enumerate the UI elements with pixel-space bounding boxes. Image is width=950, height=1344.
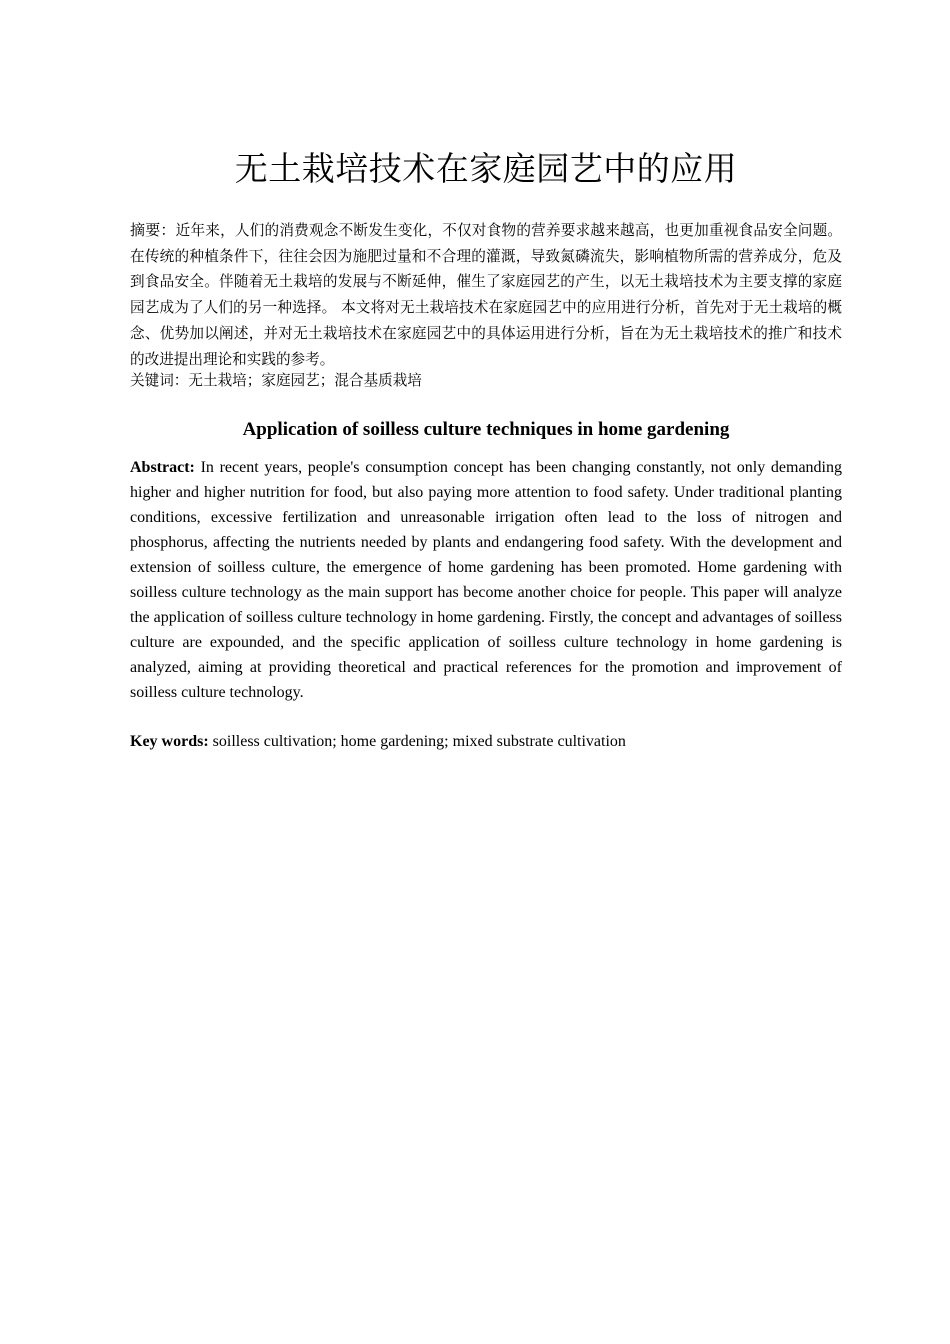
english-abstract [130,455,842,705]
english-abstract-label: Abstract: [130,459,195,476]
english-keywords-label: Key words: [130,733,209,750]
chinese-keywords-label: 关键词： [130,372,189,389]
chinese-abstract-text: 近年来，人们的消费观念不断发生变化，不仅对食物的营养要求越来越高，也更加重视食品安全问题。在传统的种植条件下，往往会因为施肥过量和不合理的灌溉，导致氮磷流失，影响植物所需的营养成分，危及到食品安全。伴随着无土栽培的发展与不断延伸，催生了家庭园艺的产生，以无土栽培技术为主要支撑的家庭园艺成为了人们的另一种选择。 本文将对无土栽培技术在家庭园艺中的应用进行分析，首先对于无土栽培的概念、优势加以阐述，并对无土栽培技术在家庭园艺中的具体运用进行分析，旨在为无土栽培技术的推广和技术的改进提出理论和实践的参考。 [130,222,842,368]
chinese-keywords [130,368,842,393]
english-keywords [130,729,842,754]
chinese-abstract [130,218,842,372]
chinese-abstract-label: 摘要： [130,221,176,239]
english-abstract-text: In recent years, people's consumption concept has been changing constantly, not only demanding higher and higher nutrition for food, but also paying more attention to food safety. Under traditional planting conditions, excessive fertilization and unreasonable irrigation often lead to the loss of nitrogen and phosphorus, affecting the nutrients needed by plants and endangering food safety. With the development and extension of soilless culture, the emergence of home gardening has been promoted. Home gardening with soilless culture technology as the main support has become another choice for people. This paper will analyze the application of soilless culture technology in home gardening. Firstly, the concept and advantages of soilless culture are expounded, and the specific application of soilless culture technology in home gardening is analyzed, aiming at providing theoretical and practical references for the promotion and improvement of soilless culture technology. [130,459,842,701]
chinese-title: 无土栽培技术在家庭园艺中的应用 [234,149,738,188]
english-title: Application of soilless culture techniques in home gardening [242,419,730,440]
english-keywords-text: soilless cultivation; home gardening; mixed substrate cultivation [212,733,626,750]
chinese-keywords-text: 无土栽培；家庭园艺；混合基质栽培 [188,372,422,389]
